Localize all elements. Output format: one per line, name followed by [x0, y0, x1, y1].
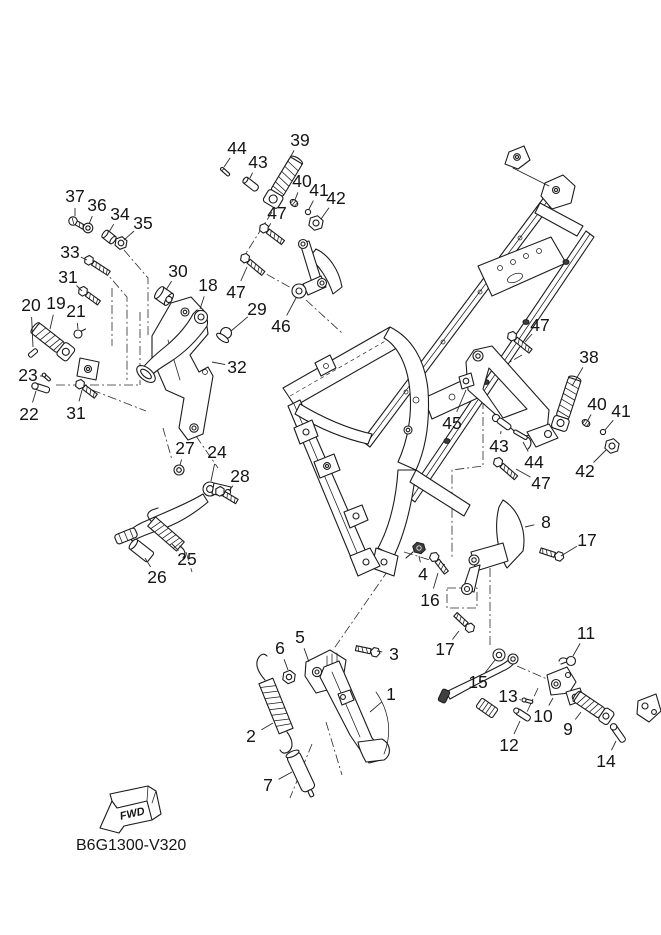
- leader-19-19: [50, 315, 53, 329]
- part-42-nut-top: [308, 214, 324, 231]
- callout-22-22: 22: [19, 404, 39, 424]
- part-20-pin: [28, 348, 38, 358]
- leader-47-54: [241, 267, 247, 281]
- part-11-clip: [559, 657, 576, 666]
- callout-47-53: 47: [267, 203, 287, 223]
- callout-47-56: 47: [531, 473, 551, 493]
- part-6-nut: [282, 669, 295, 684]
- leader-41-43: [309, 201, 313, 209]
- callout-32-33: 32: [227, 357, 247, 377]
- callout-37-38: 37: [65, 186, 85, 206]
- callout-47-55: 47: [530, 315, 550, 335]
- part-36-washer: [83, 223, 93, 233]
- part-40-clip-right: [581, 418, 591, 428]
- part-47-screw-left: [239, 252, 266, 277]
- part-16-bolt: [428, 551, 450, 576]
- callout-24-24: 24: [207, 442, 227, 462]
- callout-5-4: 5: [295, 627, 305, 647]
- callout-10-9: 10: [533, 706, 553, 726]
- callout-38-39: 38: [579, 347, 599, 367]
- part-43-pin-top: [242, 176, 260, 192]
- callout-14-13: 14: [596, 751, 616, 771]
- callout-8-7: 8: [541, 512, 551, 532]
- leader-22-22: [33, 391, 37, 403]
- leader-42-45: [321, 208, 329, 219]
- drawing-code: B6G1300-V320: [76, 837, 187, 854]
- part-47-screw-top: [258, 222, 286, 246]
- leader-44-50: [523, 442, 528, 452]
- callout-43-48: 43: [489, 436, 509, 456]
- leader-6-5: [284, 659, 288, 670]
- leader-42-46: [594, 450, 607, 463]
- leader-16-15: [433, 573, 438, 589]
- part-23-pin: [41, 372, 51, 381]
- leader-46-52: [287, 298, 296, 315]
- leader-17-16: [561, 546, 577, 556]
- callout-41-44: 41: [611, 401, 631, 421]
- callout-46-52: 46: [271, 316, 291, 336]
- leader-21-21: [77, 323, 78, 329]
- leader-34-35: [109, 224, 114, 232]
- leader-27-27: [180, 460, 182, 466]
- part-7-damper: [285, 749, 319, 800]
- callout-47-54: 47: [226, 282, 246, 302]
- part-26-collar: [128, 538, 155, 563]
- callout-4-3: 4: [418, 564, 428, 584]
- callout-1-0: 1: [386, 684, 396, 704]
- part-33-bolt: [83, 254, 112, 277]
- callout-31-31: 31: [58, 267, 78, 287]
- callout-2-1: 2: [246, 726, 256, 746]
- part-31-bolt-lower: [74, 378, 99, 400]
- leader-13-12: [520, 700, 522, 701]
- callout-31-32: 31: [66, 403, 86, 423]
- part-14-pin: [609, 722, 626, 743]
- fwd-label: FWD: [118, 805, 146, 823]
- fwd-arrow: [100, 786, 161, 833]
- leader-29-29: [231, 317, 248, 331]
- callout-20-20: 20: [21, 295, 41, 315]
- part-44-pin-top: [220, 167, 230, 177]
- callout-29-29: 29: [247, 299, 267, 319]
- part-27-washer: [174, 465, 184, 475]
- part-41-washer-right: [600, 429, 605, 434]
- callout-45-51: 45: [442, 413, 462, 433]
- leader-32-33: [212, 362, 225, 365]
- callout-17-17: 17: [435, 639, 455, 659]
- part-21-clip: [74, 329, 86, 338]
- callout-40-42: 40: [587, 394, 607, 414]
- part-46-bracket: [292, 240, 342, 299]
- part-42-nut-right: [604, 437, 620, 454]
- part-40-clip-top: [289, 198, 299, 208]
- callout-6-5: 6: [275, 638, 285, 658]
- callout-43-47: 43: [248, 152, 268, 172]
- leader-14-13: [611, 741, 616, 750]
- callout-7-6: 7: [263, 775, 273, 795]
- leader-1-0: [370, 702, 382, 712]
- leader-30-30: [166, 281, 172, 290]
- leader-8-7: [525, 525, 534, 527]
- leader-24-24: [211, 464, 215, 481]
- leader-40-42: [588, 415, 591, 421]
- callout-19-19: 19: [46, 293, 66, 313]
- callout-16-15: 16: [420, 590, 440, 610]
- callout-17-16: 17: [577, 530, 597, 550]
- callout-36-37: 36: [87, 195, 107, 215]
- callout-33-34: 33: [60, 242, 80, 262]
- callout-42-46: 42: [575, 461, 595, 481]
- callout-11-10: 11: [576, 623, 596, 643]
- leader-11-10: [573, 643, 580, 656]
- part-29-cap: [215, 324, 235, 344]
- callout-34-35: 34: [110, 204, 130, 224]
- callout-3-2: 3: [389, 644, 399, 664]
- callout-25-25: 25: [177, 549, 197, 569]
- part-9-footrest: [571, 689, 615, 726]
- part-17-bolt-lower: [453, 611, 477, 634]
- callout-35-36: 35: [133, 213, 153, 233]
- callout-39-40: 39: [290, 130, 310, 150]
- leader-18-18: [200, 296, 204, 309]
- leader-41-44: [605, 420, 613, 430]
- part-38-footrest: [551, 374, 583, 432]
- callout-12-11: 12: [499, 735, 519, 755]
- leader-5-4: [304, 648, 309, 662]
- callout-15-14: 15: [468, 672, 488, 692]
- leader-10-9: [549, 698, 553, 706]
- leader-2-1: [261, 723, 273, 730]
- part-19-footrest: [28, 320, 75, 362]
- callout-13-12: 13: [498, 686, 518, 706]
- leader-36-37: [89, 216, 92, 224]
- callout-9-8: 9: [563, 719, 573, 739]
- leader-12-11: [514, 721, 520, 734]
- top-parts-group: [220, 154, 342, 298]
- callout-44-49: 44: [227, 138, 247, 158]
- part-41-washer-top: [305, 209, 310, 214]
- leader-31-32: [79, 390, 82, 401]
- part-47-screw-right-lower: [492, 456, 519, 481]
- callout-40-41: 40: [292, 171, 312, 191]
- callout-23-23: 23: [18, 365, 38, 385]
- callout-28-28: 28: [230, 466, 250, 486]
- callout-18-18: 18: [198, 275, 218, 295]
- part-15-washer: [493, 649, 505, 661]
- part-17-bolt-upper: [539, 546, 565, 562]
- leader-4-3: [419, 556, 420, 562]
- right-parts-group: [406, 330, 620, 634]
- callout-21-21: 21: [66, 301, 86, 321]
- part-13-pin: [522, 698, 534, 705]
- leader-40-41: [295, 192, 298, 200]
- callout-44-50: 44: [524, 452, 544, 472]
- part-8-heel-guard: [462, 500, 524, 595]
- callout-30-30: 30: [168, 261, 188, 281]
- leader-43-47: [250, 173, 253, 178]
- leader-9-8: [575, 712, 581, 720]
- part-3-bolt: [355, 644, 381, 658]
- shift-pedal-group: [438, 649, 627, 743]
- side-stand-group: [257, 644, 390, 799]
- callout-27-27: 27: [175, 438, 195, 458]
- callout-41-43: 41: [309, 180, 329, 200]
- callout-42-45: 42: [326, 188, 346, 208]
- callout-26-26: 26: [147, 567, 167, 587]
- leader-7-6: [279, 772, 292, 779]
- leader-44-49: [224, 158, 230, 167]
